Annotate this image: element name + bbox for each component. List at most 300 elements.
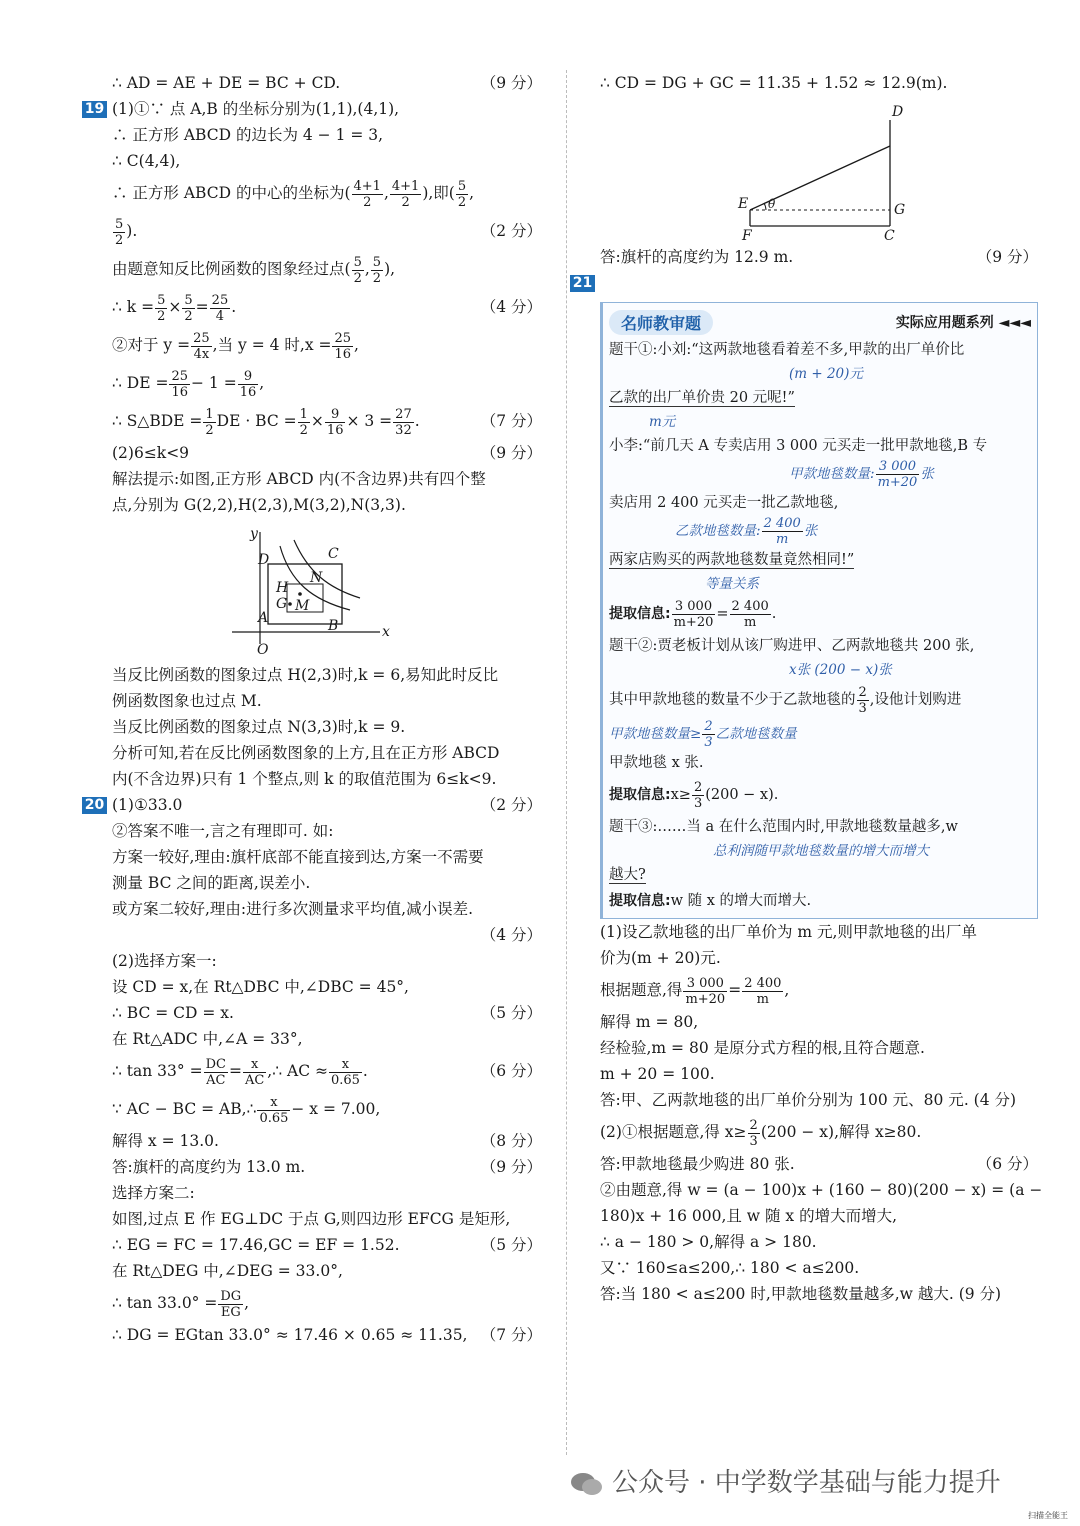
line-l36: ∴ tan 33.0° = $\frac{DG}{EG}$ , bbox=[112, 1288, 250, 1320]
line-l14 bbox=[112, 662, 542, 688]
denominator: 0.65 bbox=[330, 1072, 360, 1088]
line-l9: ∴ DE = $\frac{25}{16}$ − 1 = $\frac{9}{16}$ , bbox=[112, 368, 265, 400]
text: (2)①根据题意,得 x≥ bbox=[600, 1123, 747, 1141]
label-e: E bbox=[738, 196, 749, 212]
fraction bbox=[332, 331, 353, 362]
line-l32 bbox=[112, 1180, 542, 1206]
denominator: 4 bbox=[215, 308, 225, 324]
label-d: D bbox=[258, 552, 270, 568]
q19-line1 bbox=[84, 96, 542, 122]
text: 乙款地毯数量: bbox=[675, 523, 761, 539]
text: ∴ S△BDE = bbox=[112, 412, 203, 430]
denominator: 16 bbox=[334, 346, 352, 362]
fraction bbox=[298, 407, 310, 438]
fraction bbox=[672, 599, 716, 630]
score: （4 分） bbox=[480, 298, 542, 316]
score: （9 分） bbox=[480, 74, 542, 92]
denominator: 16 bbox=[171, 384, 188, 400]
fraction bbox=[352, 255, 364, 286]
text: 在 Rt△DEG 中,∠DEG = 33.0°, bbox=[112, 1262, 343, 1280]
box-line-6: 提取信息: $\frac{3 000}{m+20}$ = $\frac{2 400}{m}$ . bbox=[609, 598, 777, 630]
text: ,当 y = 4 时,x = bbox=[212, 336, 332, 354]
numerator: 2 bbox=[749, 1117, 758, 1133]
box-line-11 bbox=[609, 814, 1031, 840]
box-line-4 bbox=[609, 490, 1031, 516]
line-l16 bbox=[112, 714, 542, 740]
score: （4 分） bbox=[480, 926, 542, 944]
numerator: 2 400 bbox=[731, 598, 769, 614]
denominator: 3 bbox=[749, 1133, 758, 1149]
label-y: y bbox=[250, 526, 258, 542]
annotation-7: x张 (200 − x)张 bbox=[789, 662, 892, 678]
line-l3 bbox=[112, 148, 542, 174]
text: ②由题意,得 w = (a − 100)x + (160 − 80)(200 − x) = (a − bbox=[600, 1181, 1043, 1199]
line-l4: ∴ 正方形 ABCD 的中心的坐标为( $\frac{4+1}{2}$ , $\frac{4+1}{2}$ ),即( $\frac{5}{2}$ , bbox=[112, 178, 475, 210]
label-c: C bbox=[328, 546, 339, 562]
label-b: B bbox=[328, 618, 339, 634]
line-l0 bbox=[112, 70, 542, 96]
denominator: 2 bbox=[401, 194, 410, 210]
denominator: m+20 bbox=[673, 614, 714, 630]
line-r1 bbox=[600, 244, 1038, 270]
box-line-8 bbox=[609, 681, 1031, 719]
numerator: 4+1 bbox=[353, 178, 381, 194]
left-column bbox=[84, 70, 542, 1348]
text: ∴ AD = AE + DE = BC + CD. bbox=[112, 74, 341, 92]
text: 小李:“前几天 A 专卖店用 3 000 元买走一批甲款地毯,B 专 bbox=[609, 438, 988, 454]
text: 分析可知,若在反比例函数图象的上方,且在正方形 ABCD bbox=[112, 744, 500, 762]
numerator: 25 bbox=[211, 292, 229, 308]
fraction bbox=[456, 179, 468, 210]
line-l27 bbox=[112, 1026, 542, 1052]
line-l6: 由题意知反比例函数的图象经过点( $\frac{5}{2}$ , $\frac{5}{2}$ ), bbox=[112, 254, 396, 286]
question-number-19: 19 bbox=[82, 101, 107, 118]
box-header bbox=[609, 307, 1031, 337]
text: 解得 m = 80, bbox=[600, 1013, 699, 1031]
denominator: 3 bbox=[704, 735, 713, 750]
scanner-mark: 扫描全能王 bbox=[1028, 1511, 1068, 1520]
line-l28: ∴ tan 33° = $\frac{DC}{AC}$ = $\frac{x}{AC}$ ,∴ AC ≈ $\frac{x}{0.65}$ . （6 分） bbox=[112, 1052, 542, 1090]
text: 测量 BC 之间的距离,误差小. bbox=[112, 874, 311, 892]
text: ∴ DE = bbox=[112, 374, 169, 392]
label-d: D bbox=[892, 104, 904, 120]
line-r13 bbox=[600, 1229, 1038, 1255]
fraction bbox=[393, 407, 414, 438]
denominator: 2 bbox=[115, 232, 124, 248]
line-r7 bbox=[600, 1061, 1038, 1087]
line-l24 bbox=[112, 948, 542, 974]
line-l34 bbox=[112, 1232, 542, 1258]
text: × 3 = bbox=[346, 412, 393, 430]
score: （7 分） bbox=[480, 412, 542, 430]
text: ∴ EG = FC = 17.46,GC = EF = 1.52. bbox=[112, 1236, 400, 1254]
score: （9 分） bbox=[480, 444, 542, 462]
text: (200 − x). bbox=[705, 787, 779, 803]
label-x: x bbox=[382, 624, 390, 640]
text: (1)①33.0 bbox=[112, 796, 183, 814]
numerator: 1 bbox=[205, 406, 214, 422]
score: （5 分） bbox=[480, 1004, 542, 1022]
text: 或方案二较好,理由:进行多次测量求平均值,减小误差. bbox=[112, 900, 474, 918]
text: 答:旗杆的高度约为 12.9 m. bbox=[600, 248, 794, 266]
numerator: 3 000 bbox=[876, 459, 920, 475]
text: 点,分别为 G(2,2),H(2,3),M(3,2),N(3,3). bbox=[112, 496, 406, 514]
fraction bbox=[683, 976, 727, 1007]
text: 张 bbox=[803, 523, 818, 539]
line-r4 bbox=[600, 971, 1038, 1009]
label: 提取信息: bbox=[609, 606, 671, 622]
text: ∴ tan 33° = bbox=[112, 1062, 203, 1080]
text: 根据题意,得 bbox=[600, 981, 683, 999]
text: 如图,过点 E 作 EG⊥DC 于点 G,则四边形 EFCG 是矩形, bbox=[112, 1210, 511, 1228]
numerator: 27 bbox=[395, 406, 412, 422]
annotation-2: m元 bbox=[649, 414, 676, 430]
text: 题干③:……当 a 在什么范围内时,甲款地毯数量越多,w bbox=[609, 819, 958, 835]
line-l7: ∴ k = $\frac{5}{2}$ × $\frac{5}{2}$ = $\frac{25}{4}$ . （4 分） bbox=[112, 288, 542, 326]
line-l31 bbox=[112, 1154, 542, 1180]
label-m: M bbox=[295, 598, 310, 614]
label-h: H bbox=[276, 580, 289, 596]
line-l10: ∴ S△BDE = $\frac{1}{2}$ DE · BC = $\frac{1}{2}$ × $\frac{9}{16}$ × 3 = $\frac{27}{32}$ . （7 分） bbox=[112, 402, 542, 440]
fraction bbox=[730, 599, 771, 630]
line-r0 bbox=[600, 70, 1038, 96]
curve-2 bbox=[294, 540, 360, 598]
text: ∴ BC = CD = x. bbox=[112, 1004, 234, 1022]
numerator: 1 bbox=[299, 406, 308, 422]
numerator: 5 bbox=[457, 178, 467, 194]
line-l30 bbox=[112, 1128, 542, 1154]
denominator: EG bbox=[220, 1304, 241, 1320]
text: 在 Rt△ADC 中,∠A = 33°, bbox=[112, 1030, 303, 1048]
numerator: 3 000 bbox=[683, 976, 727, 992]
text: 其中甲款地毯的数量不少于乙款地毯的 bbox=[609, 692, 856, 708]
label: 提取信息: bbox=[609, 787, 671, 803]
denominator: m bbox=[776, 532, 789, 547]
label: 提取信息: bbox=[609, 893, 671, 909]
line-l2 bbox=[112, 122, 542, 148]
denominator: m bbox=[743, 614, 757, 630]
line-l13 bbox=[112, 492, 542, 518]
fraction bbox=[203, 407, 215, 438]
box-line-12 bbox=[609, 862, 1031, 888]
text: (2)选择方案一: bbox=[112, 952, 217, 970]
text: ,∴ AC ≈ bbox=[267, 1062, 328, 1080]
numerator: 3 000 bbox=[672, 599, 716, 615]
line-l20 bbox=[112, 818, 542, 844]
text: ),即( bbox=[422, 184, 455, 202]
text: 由题意知反比例函数的图象经过点( bbox=[112, 260, 351, 278]
numerator: 25 bbox=[334, 330, 352, 346]
text: 解法提示:如图,正方形 ABCD 内(不含边界)共有四个整 bbox=[112, 470, 486, 488]
angle-arc bbox=[764, 203, 766, 210]
denominator: m+20 bbox=[877, 475, 918, 490]
fraction bbox=[238, 369, 259, 400]
line-l37 bbox=[112, 1322, 542, 1348]
numerator: DC bbox=[205, 1056, 226, 1072]
denominator: 4x bbox=[193, 346, 210, 362]
line-l17 bbox=[112, 740, 542, 766]
text: (200 − x),解得 x≥80. bbox=[760, 1123, 922, 1141]
box-line-7 bbox=[609, 633, 1031, 659]
text: 解得 x = 13.0. bbox=[112, 1132, 219, 1150]
text: 越大? bbox=[609, 867, 646, 883]
text: (1)①∵ 点 A,B 的坐标分别为(1,1),(4,1), bbox=[112, 100, 400, 118]
fraction bbox=[748, 1118, 760, 1149]
fraction bbox=[182, 293, 194, 324]
line-r11 bbox=[600, 1177, 1043, 1203]
box-line-5 bbox=[609, 547, 1031, 573]
text: ∴ CD = DG + GC = 11.35 + 1.52 ≈ 12.9(m). bbox=[600, 74, 948, 92]
fraction bbox=[204, 1057, 228, 1088]
line-r3 bbox=[600, 945, 1038, 971]
denominator: AC bbox=[244, 1072, 265, 1088]
flagpole-figure bbox=[600, 100, 1038, 240]
numerator: 5 bbox=[157, 292, 166, 308]
text: , bbox=[784, 981, 790, 999]
text: ∴ 正方形 ABCD 的边长为 4 − 1 = 3, bbox=[112, 126, 384, 144]
column-divider bbox=[566, 70, 567, 1455]
annotation-4 bbox=[609, 516, 1031, 547]
score: （8 分） bbox=[480, 1132, 542, 1150]
right-column bbox=[572, 70, 1043, 1307]
fraction bbox=[857, 685, 869, 716]
score: （5 分） bbox=[480, 1236, 542, 1254]
numerator: 2 400 bbox=[763, 516, 801, 531]
fraction bbox=[742, 976, 783, 1007]
denominator: 2 bbox=[205, 422, 214, 438]
fraction bbox=[702, 719, 714, 750]
text: x≥ bbox=[670, 787, 691, 803]
label-n: N bbox=[310, 570, 323, 586]
line-l18 bbox=[112, 766, 542, 792]
text: ,设他计划购进 bbox=[869, 692, 962, 708]
numerator: x bbox=[257, 1095, 290, 1111]
line-l21 bbox=[112, 844, 542, 870]
line-l15 bbox=[112, 688, 542, 714]
text: 设 CD = x,在 Rt△DBC 中,∠DBC = 45°, bbox=[112, 978, 409, 996]
denominator: 2 bbox=[457, 194, 467, 210]
fraction bbox=[257, 1095, 290, 1126]
numerator: 2 bbox=[704, 719, 713, 734]
line-r2 bbox=[600, 919, 1038, 945]
score: （9 分） bbox=[976, 248, 1038, 266]
wechat-icon bbox=[570, 1471, 604, 1497]
fraction bbox=[352, 179, 383, 210]
line-l11 bbox=[112, 440, 542, 466]
text: 乙款地毯数量 bbox=[715, 726, 797, 742]
line-r9 bbox=[600, 1113, 1038, 1151]
numerator: 25 bbox=[171, 368, 188, 384]
numerator: 2 bbox=[693, 779, 703, 795]
text: 180)x + 16 000,且 w 随 x 的增大而增大, bbox=[600, 1207, 898, 1225]
box-line-2 bbox=[609, 385, 1031, 411]
score: （2 分） bbox=[480, 796, 542, 814]
fraction bbox=[191, 331, 212, 362]
text: 又∵ 160≤a≤200,∴ 180 < a≤200. bbox=[600, 1259, 860, 1277]
denominator: 2 bbox=[299, 422, 308, 438]
text: ). bbox=[126, 222, 138, 240]
text: w 随 x 的增大而增大. bbox=[670, 893, 812, 909]
label-g: G bbox=[894, 202, 906, 218]
fraction bbox=[371, 255, 383, 286]
q20-line1 bbox=[84, 792, 542, 818]
label-c: C bbox=[884, 228, 895, 240]
line-l8: ②对于 y = $\frac{25}{4x}$ ,当 y = 4 时,x = $\frac{25}{16}$ , bbox=[112, 330, 359, 362]
numerator: 2 400 bbox=[744, 975, 782, 991]
box-line-10 bbox=[609, 776, 1031, 814]
fraction bbox=[762, 516, 803, 547]
numerator: 2 bbox=[858, 684, 867, 700]
text: 方案一较好,理由:旗杆底部不能直接到达,方案一不需要 bbox=[112, 848, 484, 866]
text: m + 20 = 100. bbox=[600, 1065, 715, 1083]
annotation-3 bbox=[609, 459, 1031, 490]
label-f: F bbox=[742, 228, 752, 240]
denominator: m+20 bbox=[685, 991, 726, 1007]
footer-text: 公众号 · 中学数学基础与能力提升 bbox=[612, 1468, 1001, 1498]
denominator: 2 bbox=[157, 308, 166, 324]
annotation-11: 总利润随甲款地毯数量的增大而增大 bbox=[713, 843, 929, 859]
line-s23 bbox=[112, 922, 542, 948]
denominator: m bbox=[756, 991, 769, 1007]
line-r15 bbox=[600, 1281, 1038, 1307]
numerator: 25 bbox=[193, 330, 210, 346]
numerator: 5 bbox=[353, 254, 362, 270]
text: 张 bbox=[920, 466, 934, 482]
text: DE · BC = bbox=[216, 412, 297, 430]
text: − x = 7.00, bbox=[291, 1100, 381, 1118]
box-line-9 bbox=[609, 750, 1031, 776]
text: 卖店用 2 400 元买走一批乙款地毯, bbox=[609, 495, 839, 511]
text: 答:甲、乙两款地毯的出厂单价分别为 100 元、80 元. (4 分) bbox=[600, 1091, 1017, 1109]
text: 当反比例函数的图象过点 N(3,3)时,k = 9. bbox=[112, 718, 406, 736]
numerator: 5 bbox=[184, 292, 193, 308]
text: 答:旗杆的高度约为 13.0 m. bbox=[112, 1158, 306, 1176]
text: 甲款地毯数量: bbox=[789, 466, 875, 482]
line-r10 bbox=[600, 1151, 1038, 1177]
line-r5 bbox=[600, 1009, 1038, 1035]
fraction bbox=[325, 407, 346, 438]
series-title: 实际应用题系列 ◄◄◄ bbox=[895, 315, 1031, 331]
line-r6 bbox=[600, 1035, 1038, 1061]
numerator: 4+1 bbox=[391, 178, 420, 194]
line-r14 bbox=[600, 1255, 1038, 1281]
text: 内(不含边界)只有 1 个整点,则 k 的取值范围为 6≤k<9. bbox=[112, 770, 497, 788]
numerator: x bbox=[243, 1057, 266, 1073]
equals: = bbox=[728, 981, 742, 999]
fraction bbox=[329, 1057, 362, 1088]
numerator: 5 bbox=[115, 216, 124, 232]
annotation-5: 等量关系 bbox=[705, 576, 759, 592]
text: ), bbox=[384, 260, 396, 278]
point-h bbox=[298, 592, 302, 596]
text: 题干②:贾老板计划从该厂购进甲、乙两款地毯共 200 张, bbox=[609, 638, 975, 654]
line-l12 bbox=[112, 466, 542, 492]
fraction bbox=[390, 179, 421, 210]
fraction bbox=[692, 780, 704, 811]
text: ∴ k = bbox=[112, 298, 155, 316]
box-line-13 bbox=[609, 888, 1031, 914]
annotation-8 bbox=[609, 719, 1031, 750]
line-l33 bbox=[112, 1206, 542, 1232]
text: 甲款地毯数量≥ bbox=[609, 726, 702, 742]
numerator: 5 bbox=[372, 254, 382, 270]
fraction bbox=[876, 459, 920, 490]
text: ②对于 y = bbox=[112, 336, 191, 354]
denominator: 0.65 bbox=[259, 1110, 289, 1126]
score: （6 分） bbox=[480, 1062, 542, 1080]
review-badge: 名师教审题 bbox=[609, 310, 713, 335]
text: 乙款的出厂单价贵 20 元呢!” bbox=[609, 390, 795, 406]
score: （6 分） bbox=[976, 1155, 1038, 1173]
line-l29 bbox=[112, 1090, 542, 1128]
wechat-footer bbox=[570, 1462, 1001, 1499]
score: （9 分） bbox=[480, 1158, 542, 1176]
coordinate-figure bbox=[112, 522, 542, 658]
text: 两家店购买的两款地毯数量竟然相同!” bbox=[609, 552, 855, 568]
line-l22 bbox=[112, 870, 542, 896]
denominator: 32 bbox=[395, 422, 412, 438]
text: ∴ tan 33.0° = bbox=[112, 1294, 218, 1312]
text: ∵ AC − BC = AB,∴ bbox=[112, 1100, 257, 1118]
score: （7 分） bbox=[480, 1326, 542, 1344]
text: 甲款地毯 x 张. bbox=[609, 755, 704, 771]
text: 选择方案二: bbox=[112, 1184, 195, 1202]
denominator: 16 bbox=[239, 384, 257, 400]
line-l25 bbox=[112, 974, 542, 1000]
fraction bbox=[113, 217, 125, 248]
line-l35 bbox=[112, 1258, 542, 1284]
line-l5 bbox=[112, 212, 542, 250]
question-number-20: 20 bbox=[82, 797, 107, 814]
numerator: 9 bbox=[238, 369, 259, 385]
numerator: 9 bbox=[325, 407, 346, 423]
line-r12 bbox=[600, 1203, 1038, 1229]
text: ∴ C(4,4), bbox=[112, 152, 181, 170]
text: ∴ DG = EGtan 33.0° ≈ 17.46 × 0.65 ≈ 11.35, bbox=[112, 1326, 468, 1344]
fraction bbox=[210, 293, 231, 324]
numerator: DG bbox=[220, 1288, 242, 1304]
text: ②答案不唯一,言之有理即可. 如: bbox=[112, 822, 334, 840]
line-l23 bbox=[112, 896, 542, 922]
question-number-21: 21 bbox=[570, 275, 595, 292]
text: 价为(m + 20)元. bbox=[600, 949, 721, 967]
denominator: 2 bbox=[363, 194, 372, 210]
text: − 1 = bbox=[191, 374, 237, 392]
label-o: O bbox=[257, 642, 269, 658]
text: 答:当 180 < a≤200 时,甲款地毯数量越多,w 越大. (9 分) bbox=[600, 1285, 1002, 1303]
text: 例函数图象也过点 M. bbox=[112, 692, 262, 710]
teacher-review-box bbox=[600, 302, 1038, 919]
label-g: G bbox=[276, 596, 288, 612]
line-l26 bbox=[112, 1000, 542, 1026]
numerator: x bbox=[329, 1057, 362, 1073]
fraction bbox=[243, 1057, 266, 1088]
box-line-1 bbox=[609, 337, 1031, 363]
text: 当反比例函数的图象过点 H(2,3)时,k = 6,易知此时反比 bbox=[112, 666, 499, 684]
denominator: 3 bbox=[858, 700, 867, 716]
q21-line bbox=[572, 270, 1038, 296]
annotation-1: (m + 20)元 bbox=[789, 366, 863, 382]
fraction bbox=[155, 293, 167, 324]
text: 经检验,m = 80 是原分式方程的根,且符合题意. bbox=[600, 1039, 925, 1057]
text: (1)设乙款地毯的出厂单价为 m 元,则甲款地毯的出厂单 bbox=[600, 923, 977, 941]
fraction bbox=[169, 369, 190, 400]
denominator: 2 bbox=[372, 270, 382, 286]
label-theta: θ bbox=[768, 197, 776, 211]
denominator: 3 bbox=[693, 795, 703, 811]
fraction bbox=[218, 1289, 243, 1320]
label-a: A bbox=[258, 610, 269, 626]
